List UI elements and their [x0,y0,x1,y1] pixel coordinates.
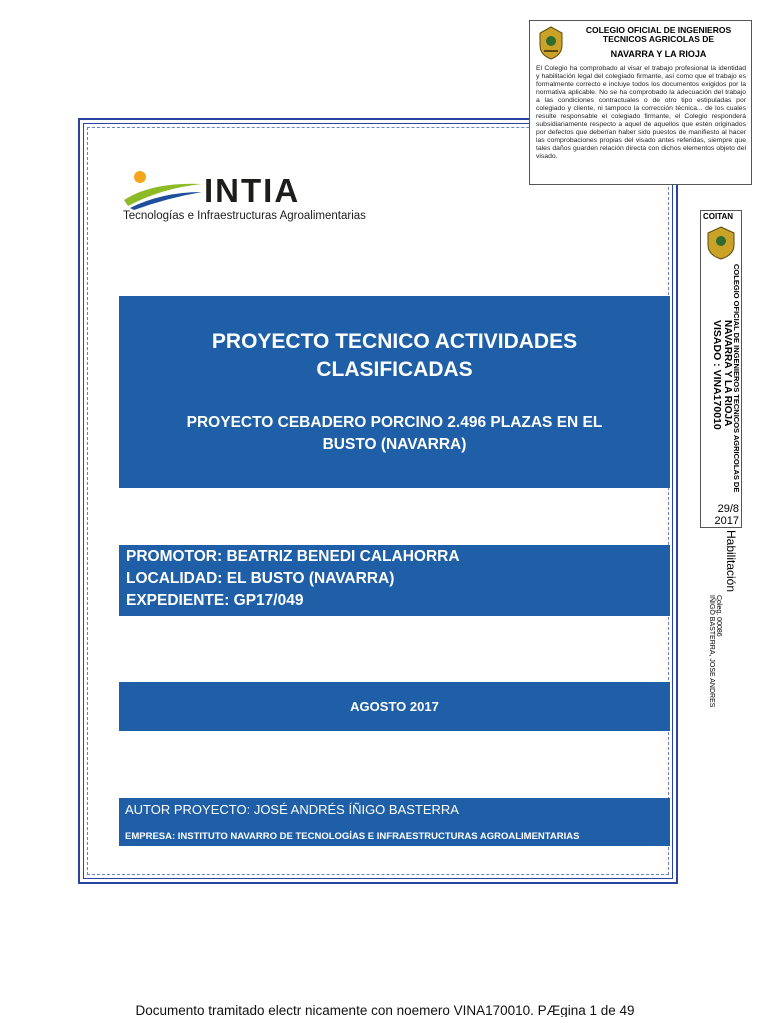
logo-wordmark: INTIA [204,172,301,209]
author-line: AUTOR PROYECTO: JOSÉ ANDRÉS ÍÑIGO BASTERRA [125,802,459,817]
strip-date: 29/8 2017 [714,503,739,527]
strip-habilitacion: Habilitación [724,530,738,593]
project-date: AGOSTO 2017 [350,699,439,714]
date-box [119,682,670,731]
author-box [119,798,670,846]
strip-college-name: COLEGIO OFICIAL DE INGENIEROS TECNICOS AGRICOLAS DE [732,264,741,493]
localidad-line: LOCALIDAD: EL BUSTO (NAVARRA) [126,570,395,587]
page-footer: Documento tramitado electr nicamente con noemero VINA170010. PÆgina 1 de 49 [135,1003,635,1017]
strip-region: NAVARRA Y LA RIOJA [722,320,733,427]
company-line: EMPRESA: INSTITUTO NAVARRO DE TECNOLOGÍAS E INFRAESTRUCTURAS AGROALIMENTARIAS [125,831,580,842]
strip-top-label: COITAN [703,212,734,221]
intia-logo [122,170,366,230]
frame-dashed-line [87,127,669,875]
expediente-line: EXPEDIENTE: GP17/049 [126,592,304,609]
visado-stamp [529,20,752,185]
stamp-body-text: El Colegio ha comprobado al visar el trabajo profesional la identidad y habilitación legal del colegiado firmante, así como que el trabajo es formalmente correcto e incluye todos los documentos exigidos por la normativa aplicable. No se ha comprobado la adecuación del trabajo a las condiciones contractuales o de otro tipo estipuladas por colegiado y cliente, ni tampoco la corrección técnica... de los cuales resulte responsable el colegiado firmante, el Colegio responderá subsidiariamente respecto a aquel de aquellos que estén originados por defectos que deberían haber sido puestos de manifiesto al hacer las comprobaciones propias del visado antes referidas, siempre que tales daños guarden relación directa con dichos elementos objeto del visado. [536,65,746,160]
strip-visado-number: VISADO : VINA170010 [711,320,723,430]
title-box [119,296,670,488]
promotor-line: PROMOTOR: BEATRIZ BENEDI CALAHORRA [126,548,460,565]
college-crest-icon [704,225,738,261]
promoter-box [119,545,670,616]
project-title: PROYECTO TECNICO ACTIVIDADES CLASIFICADAS [211,330,578,381]
intia-swoosh-icon [122,170,204,210]
stamp-region: NAVARRA Y LA RIOJA [610,49,707,59]
project-subtitle: PROYECTO CEBADERO PORCINO 2.496 PLAZAS EN EL BUSTO (NAVARRA) [186,414,603,453]
strip-coleg-name: IÑIGO BASTERRA, JOSE ANDRES [708,595,715,708]
logo-tagline: Tecnologías e Infraestructuras Agroalimentarias [123,210,366,222]
college-crest-icon [536,25,566,61]
page-frame [78,118,678,884]
stamp-heading: COLEGIO OFICIAL DE INGENIEROS TECNICOS AGRICOLAS DE [585,25,732,44]
strip-coleg-number: Coleg. 00086 [715,595,722,637]
